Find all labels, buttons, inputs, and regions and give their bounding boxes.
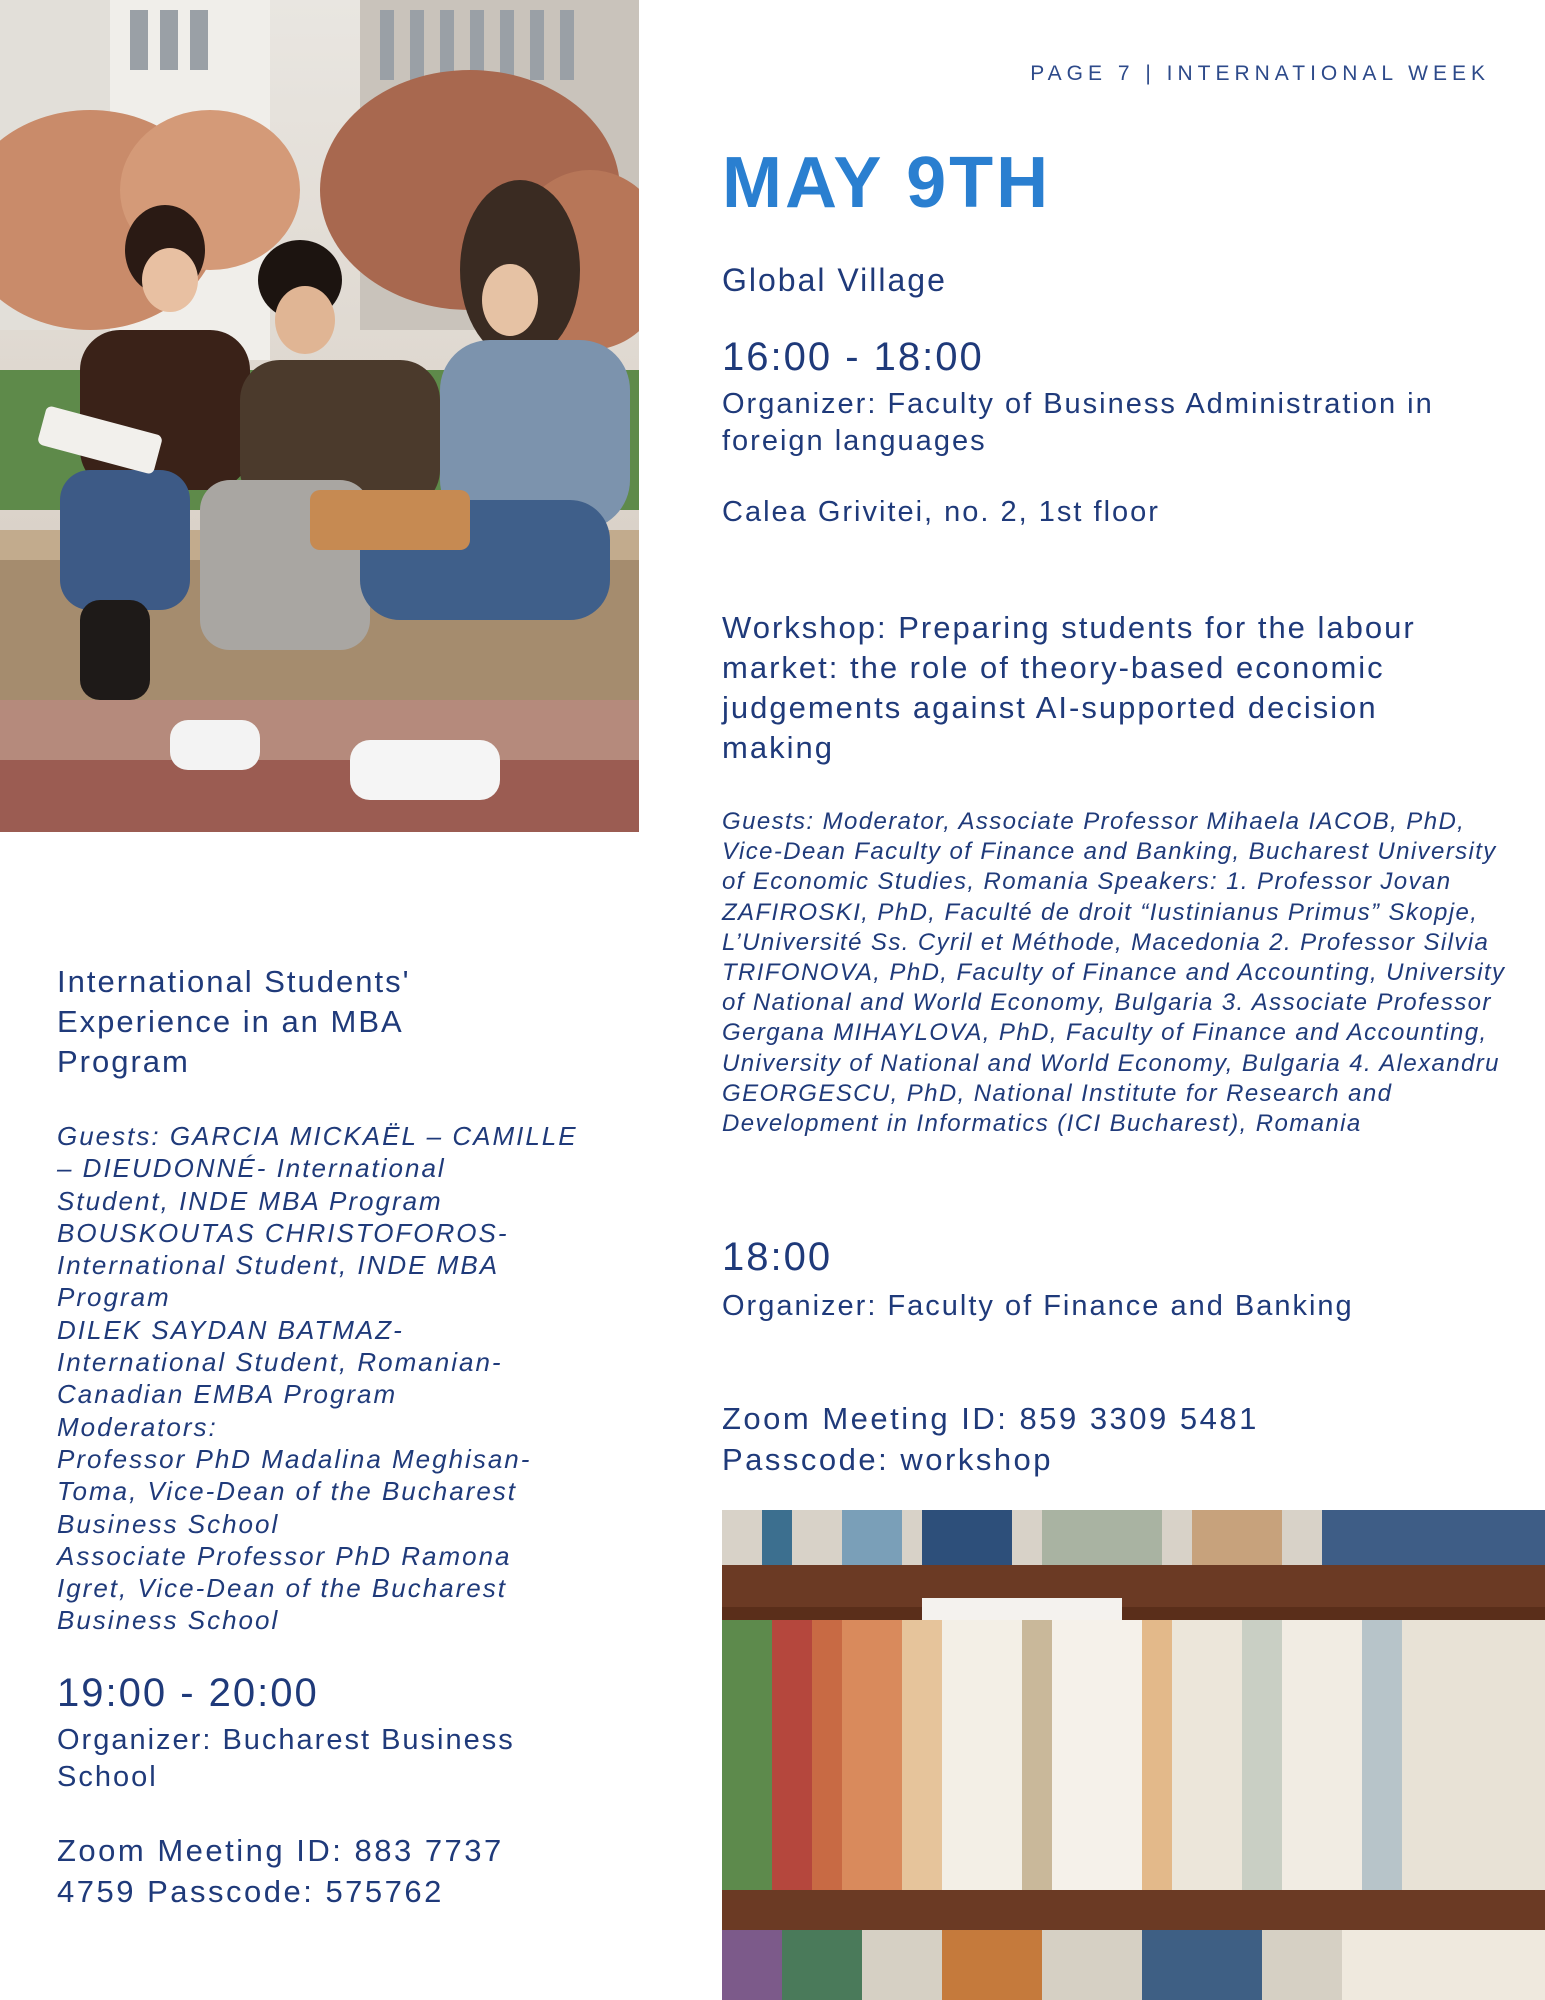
guest-line: Program (57, 1282, 171, 1313)
event3-zoom: Zoom Meeting ID: 883 7737 4759 Passcode: 575762 (57, 1833, 504, 1909)
event1-title: Global Village (722, 262, 947, 298)
guest-line: Business School (57, 1508, 280, 1539)
event3-time: 19:00 - 20:00 (57, 1671, 319, 1715)
guest-line: Toma, Vice-Dean of the Bucharest (57, 1476, 518, 1507)
event1-location: Calea Grivitei, no. 2, 1st floor (722, 496, 1160, 528)
guest-line: Business School (57, 1605, 280, 1636)
guest-line: Guests: GARCIA MICKAËL – CAMILLE (57, 1121, 578, 1151)
guest-line: International Student, Romanian- (57, 1347, 503, 1378)
event2-passcode: Passcode: workshop (722, 1442, 1054, 1477)
guest-line: Professor PhD Madalina Meghisan- (57, 1443, 532, 1474)
event3-guests (57, 1120, 617, 1637)
students-photo (0, 0, 639, 832)
guest-line: International Student, INDE MBA (57, 1250, 500, 1281)
event3-title: International Students' Experience in an MBA Program (57, 964, 411, 1079)
page-date: MAY 9TH (722, 143, 1052, 223)
guest-line: Student, INDE MBA Program (57, 1185, 443, 1216)
event2-title: Workshop: Preparing students for the labour market: the role of theory-based economic judgements against AI-supported decision making (722, 610, 1416, 765)
event2-time: 18:00 (722, 1235, 833, 1279)
guest-line: Canadian EMBA Program (57, 1379, 398, 1410)
event3-organizer: Organizer: Bucharest Business School (57, 1724, 515, 1793)
event1-organizer: Organizer: Faculty of Business Administration in foreign languages (722, 388, 1434, 457)
guest-line: – DIEUDONNÉ- International (57, 1153, 446, 1184)
guest-line: BOUSKOUTAS CHRISTOFOROS- (57, 1217, 509, 1248)
event2-organizer: Organizer: Faculty of Finance and Banking (722, 1290, 1354, 1322)
guest-line: Associate Professor PhD Ramona (57, 1540, 512, 1571)
guest-line: Moderators: (57, 1411, 218, 1442)
page-header: PAGE 7 | INTERNATIONAL WEEK (1030, 62, 1490, 85)
event2-guests: Guests: Moderator, Associate Professor Mihaela IACOB, PhD, Vice-Dean Faculty of Finance and Banking, Bucharest University of Economic Studies, Romania Speakers: 1. Professor Jovan ZAFIROSKI, PhD, Faculté de droit “Iustinianus Primus” Skopje, L’Université Ss. Cyril et Méthode, Macedonia 2. Professor Silvia TRIFONOVA, PhD, Faculty of Finance and Accounting, University of National and World Economy, Bulgaria 3. Associate Professor Gergana MIHAYLOVA, PhD, Faculty of Finance and Accounting, University of National and World Economy, Bulgaria 4. Alexandru GEORGESCU, PhD, National Institute for Research and Development in Informatics (ICI Bucharest), Romania (722, 808, 1506, 1138)
guest-line: Igret, Vice-Dean of the Bucharest (57, 1573, 507, 1604)
guest-line: DILEK SAYDAN BATMAZ- (57, 1314, 404, 1345)
event1-time: 16:00 - 18:00 (722, 335, 984, 379)
event2-zoom-id: Zoom Meeting ID: 859 3309 5481 (722, 1401, 1259, 1436)
bookshelf-photo (722, 1510, 1545, 2000)
